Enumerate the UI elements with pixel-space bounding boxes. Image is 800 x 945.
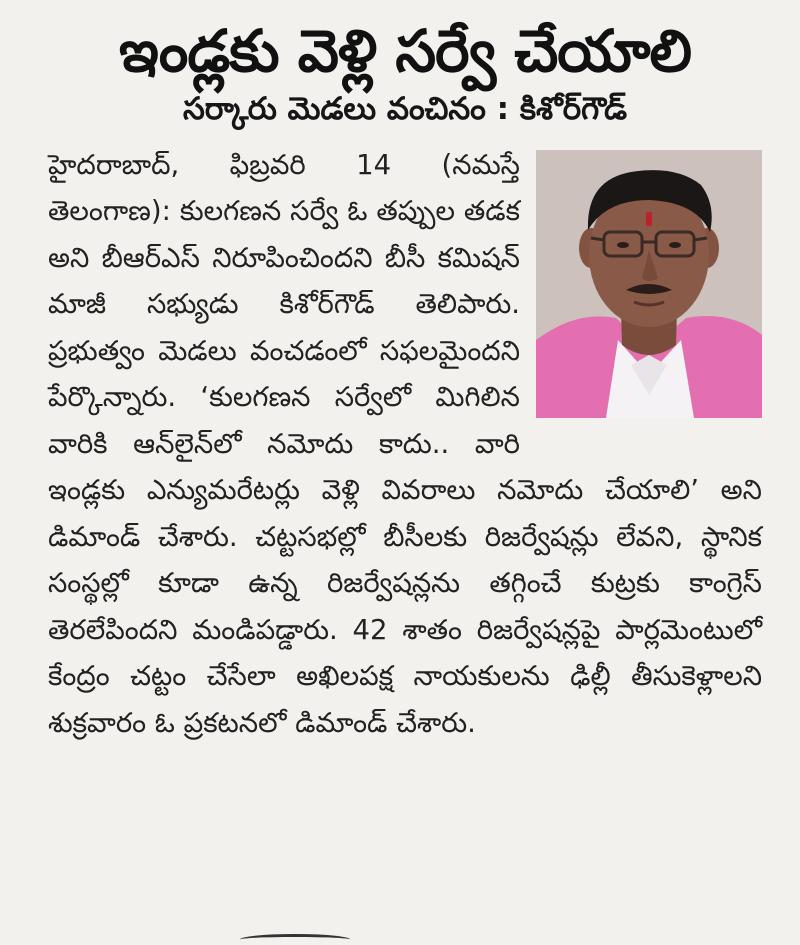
headline: ఇండ్లకు వెళ్లి సర్వే చేయాలి [118,17,692,85]
subheadline: సర్కారు మెడలు వంచినం : కిశోర్‌గౌడ్‌ [182,90,628,127]
person-portrait-icon [536,150,762,418]
portrait-photo [536,150,762,418]
cropped-text-fragment [240,934,350,945]
article-body: హైదరాబాద్‌, ఫిబ్రవరి 14 (నమస్తే తెలంగాణ): కులగణన సర్వే ఓ తప్పుల తడక అని బీఆర్‌ఎస్‌ నిరూపించిందని బీసీ కమిషన్‌ మాజీ సభ్యుడు కిశోర్‌గౌడ్‌ తెలిపారు. ప్రభుత్వం మెడలు వంచడంలో సఫలమైందని పేర్కొన్నారు. ‘కులగణన సర్వేలో మిగిలిన వారికి ఆన్‌లైన్‌లో నమోదు కాదు.. వారి ఇండ్లకు ఎన్యుమరేటర్లు వెళ్లి వివరాలు నమోదు చేయాలి’ అని డిమాండ్‌ చేశారు. చట్టసభల్లో బీసీలకు రిజర్వేషన్లు లేవని, స్థానిక సంస్థల్లో కూడా ఉన్న రిజర్వేషన్లను తగ్గించే కుట్రకు కాంగ్రెస్‌ తెరలేపిందని మండిపడ్డారు. 42 శాతం రిజర్వేషన్లపై పార్లమెంటులో కేంద్రం చట్టం చేసేలా అఖిలపక్ష నాయకులను ఢిల్లీ తీసుకెళ్లాలని శుక్రవారం ఓ ప్రకటనలో డిమాండ్‌ చేశారు. [48,148,762,739]
article-body-container [48,142,762,747]
